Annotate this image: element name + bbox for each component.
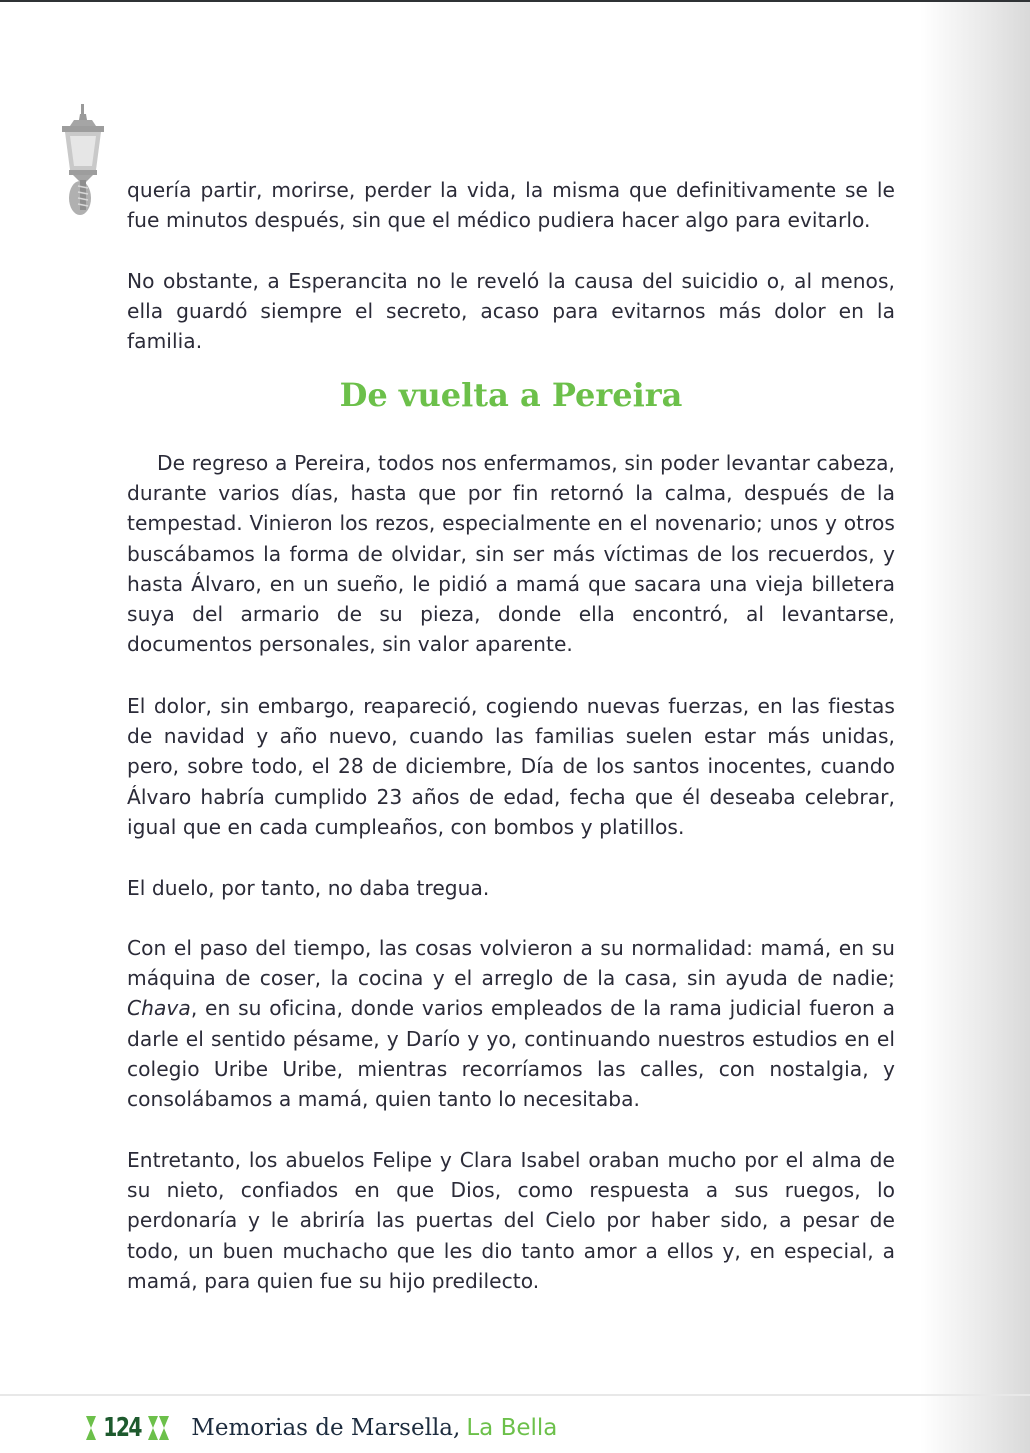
book-title: Memorias de Marsella, — [191, 1415, 461, 1441]
text-run: Con el paso del tiempo, las cosas volvieron a su normalidad: mamá, en su máquina de coser, la cocina y el arreglo de la casa, sin ayuda de nadie; — [127, 936, 895, 991]
paragraph-text — [127, 933, 895, 1114]
paragraph-text: No obstante, a Esperancita no le reveló la causa del suicidio o, al menos, ella guardó siempre el secreto, acaso para evitarnos más dolor en la familia. — [127, 269, 895, 354]
book-subtitle: La Bella — [466, 1415, 558, 1441]
lantern-icon — [58, 104, 108, 218]
page-number: 124 — [103, 1413, 141, 1443]
page-edge-shadow — [920, 2, 1030, 1453]
paragraph — [127, 448, 895, 659]
top-border — [0, 0, 1030, 2]
text-run: , en su oficina, donde varios empleados de la rama judicial fueron a darle el sentido pésame, y Darío y yo, continuando nuestros estudios en el colegio Uribe Uribe, mientras recorríamos las calles, con nostalgia, y consolábamos a mamá, quien tanto lo necesitaba. — [127, 996, 895, 1112]
paragraph-text: El dolor, sin embargo, reapareció, cogiendo nuevas fuerzas, en las fiestas de navidad y año nuevo, cuando las familias suelen estar más unidas, pero, sobre todo, el 28 de diciembre, Día de los santos inocentes, cuando Álvaro habría cumplido 23 años de edad, fecha que él deseaba celebrar, igual que en cada cumpleaños, con bombos y platillos. — [127, 694, 895, 839]
paragraph — [127, 175, 895, 235]
footer-divider — [0, 1394, 1030, 1396]
hourglass-icon — [86, 1416, 96, 1440]
paragraph — [127, 933, 895, 1114]
paragraph-text: Entretanto, los abuelos Felipe y Clara Isabel oraban mucho por el alma de su nieto, confiados en que Dios, como respuesta a sus ruegos, lo perdonaría y le abriría las puertas del Cielo por haber sido, a pesar de todo, un buen muchacho que les dio tanto amor a ellos y, en especial, a mamá, para quien fue su hijo predilecto. — [127, 1148, 895, 1293]
paragraph-text: quería partir, morirse, perder la vida, la misma que definitivamente se le fue minutos después, sin que el médico pudiera hacer algo para evitarlo. — [127, 178, 895, 233]
italic-name: Chava — [127, 996, 191, 1021]
hourglass-icon — [159, 1416, 169, 1440]
section-title: De vuelta a Pereira — [339, 376, 683, 414]
paragraph — [127, 1145, 895, 1296]
hourglass-icon — [148, 1416, 158, 1440]
page-footer — [86, 1408, 557, 1448]
paragraph-text: El duelo, por tanto, no daba tregua. — [127, 876, 490, 900]
paragraph — [127, 691, 895, 842]
paragraph — [127, 873, 895, 903]
paragraph — [127, 266, 895, 357]
paragraph-text: De regreso a Pereira, todos nos enfermamos, sin poder levantar cabeza, durante varios días, hasta que por fin retornó la calma, después de la tempestad. Vinieron los rezos, especialmente en el novenario; unos y otros buscábamos la forma de olvidar, sin ser más víctimas de los recuerdos, y hasta Álvaro, en un sueño, le pidió a mamá que sacara una vieja billetera suya del armario de su pieza, donde ella encontró, al levantarse, documentos personales, sin valor aparente. — [127, 451, 895, 657]
